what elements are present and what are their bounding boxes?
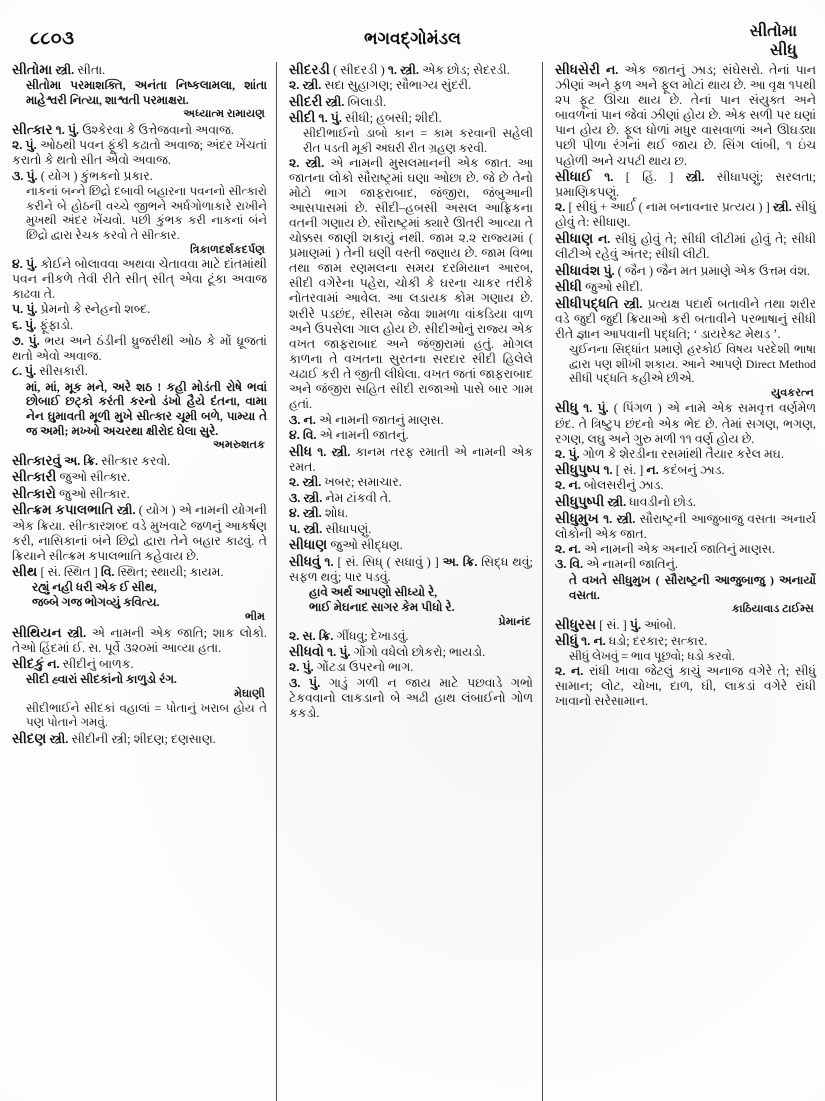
definition-text: ઉશ્કેરવા કે ઉત્તેજવાનો અવાજ. — [82, 122, 234, 137]
sense — [555, 447, 816, 462]
sense — [555, 557, 816, 572]
sense-number: ૧. — [603, 463, 613, 478]
sense-number: ૨. — [12, 137, 23, 152]
definition-text: ( પિંગળ ) એ નામે એક સમવૃત્ત વર્ણમેળ છંદ. તે ત્રિષ્ટુપ છંદનો એક ભેદ છે. તેમાં સગણ, ભગણ, રગણ, લઘુ અને ગુરુ મળી ૧૧ વર્ણ હોય છે. — [555, 401, 816, 446]
verse-quotation: હાવે અર્થ આપણો સીધ્યો રે, ભાઈ મેઘનાદ સાગર કેમ પીધો રે. — [309, 585, 455, 614]
sense — [555, 200, 816, 230]
sense — [289, 522, 533, 537]
headword: સીધું — [555, 633, 579, 649]
entry-body — [555, 633, 816, 649]
entry-body — [289, 537, 533, 553]
sense-number: ૨. — [555, 446, 566, 461]
citation-source: યુવકરત્ન — [771, 386, 814, 399]
sense — [12, 169, 267, 184]
book-title: ભગવદ્ગોમંડલ — [364, 29, 461, 48]
part-of-speech: અ. ક્રિ. — [442, 555, 478, 569]
definition-text: સીધાપણું; સરલતા; પ્રમાણિકપણું. — [555, 170, 816, 200]
part-of-speech: ન. — [571, 663, 584, 678]
sense — [555, 664, 816, 709]
dictionary-entry — [12, 731, 267, 747]
headword: સીધુરસ — [555, 616, 597, 632]
definition-text: એ નામની જાતિનું. — [586, 557, 678, 572]
headword: સીદી — [289, 110, 316, 126]
verse-quotation: રહ્યું નહી ધરી એક ઈ સીથ, જબ્બે ગજ ભોગવ્યું કવિત્ય. — [32, 580, 160, 610]
sense-number: ૧. — [317, 444, 327, 459]
headword-variant: ( સીદરડી ) — [333, 63, 385, 77]
sense — [555, 542, 816, 557]
part-of-speech: ન. — [47, 657, 60, 672]
definition-text: એ નામની જાતનું. — [319, 428, 409, 443]
definition-text: ગીંધવુ; દેખાડવું. — [336, 628, 409, 643]
definition-text: સીતા. — [77, 63, 106, 77]
part-of-speech: સ્ત્રી. — [302, 475, 322, 490]
definition-text: પ્રત્યક્ષ પદાર્થ બતાવીને તથા શરીર વડે જુદી જુદી ક્રિયાઓ કરી બતાવીને પરભાષાનું સીધી રીતે જ્ઞાન આપવાની પદ્ધતિ; ‘ ડાયરેક્ટ મેથડ ’. — [555, 296, 816, 342]
entry-body — [12, 731, 267, 747]
sense-number: ૫. — [289, 521, 301, 536]
headword: સીધાણ — [555, 231, 594, 247]
etymology: [ હિં. ] — [625, 170, 674, 185]
entry-body — [12, 502, 267, 563]
definition-text: ગોળ કે શેરડીના રસમાંથી તૈયાર કરેલ મઘ. — [582, 446, 784, 461]
guide-word-first: સીતોમા — [749, 23, 797, 40]
definition-text: ધડો; દરકાર; સત્કાર. — [608, 634, 708, 649]
citation-source: ભીમ — [244, 611, 265, 623]
column-left — [0, 62, 276, 1101]
definition-text: એક છોડ; સેદરડી. — [422, 63, 510, 77]
dictionary-entry — [555, 462, 816, 493]
dictionary-entry — [12, 486, 267, 502]
dictionary-entry — [555, 400, 816, 461]
sense-number: ૧. — [583, 401, 593, 416]
etymology: [ સીધું + આર્ઈ ( નામ બનાવનાર પ્રત્યય ) ] — [568, 200, 770, 215]
part-of-speech: સ્ત્રી. — [303, 521, 323, 536]
sense — [12, 138, 267, 168]
part-of-speech: સ્ત્રી. — [303, 490, 323, 505]
entry-body — [555, 511, 816, 542]
part-of-speech: સ્ત્રી. — [116, 503, 136, 518]
citation-source: મેઘાણી — [234, 687, 265, 700]
entry-body — [12, 486, 267, 502]
definition-text: સીધું હોવું તે; સીધી લીટીમાં હોવું તે; સીધી લીટીએ રહેવું અંતર; સીધી લીટી. — [555, 232, 816, 262]
entry-body — [12, 453, 267, 469]
part-of-speech: સ્ત્રી. — [623, 296, 643, 311]
sense — [12, 257, 267, 302]
sense — [289, 629, 533, 644]
column-right — [542, 62, 825, 1101]
part-of-speech: પું. — [302, 660, 314, 675]
etymology: [ સં. ] — [615, 463, 644, 478]
definition-text: સીત્કાર કરવો. — [101, 453, 171, 468]
headword: સીધી — [555, 279, 582, 295]
citation-source: અધ્યાત્મ રામાયણ — [183, 108, 265, 121]
headword: સીથ — [12, 564, 38, 580]
headword: સીથિયન — [12, 624, 62, 640]
definition-text: સૌરાષ્ટ્રની આજુબાજુ વસતા અનાર્ય લોકોની એક જાત. — [555, 511, 816, 541]
definition-text: ( જૈન ) જૈન મત પ્રમાણે એક ઉત્તમ વંશ. — [617, 263, 811, 278]
guide-word-last: સીધુ — [769, 42, 797, 59]
entry-body — [12, 122, 267, 138]
sense-number: ૨. — [555, 478, 566, 493]
entry-body — [555, 400, 816, 446]
part-of-speech: સ્ત્રી. — [67, 625, 87, 640]
part-of-speech: ન. — [593, 634, 606, 649]
dictionary-entry — [289, 554, 533, 644]
headword: સીત્કારી — [12, 469, 57, 485]
part-of-speech: સ્ત્રી. — [772, 200, 792, 215]
definition-text: જુઓ સીત્કાર. — [59, 470, 131, 485]
definition-text: ભય અને ઠંડીની ધ્રુજરીથી ઓઠ કે મોં ધ્રૂજતાં થતો એવો અવાજ. — [12, 333, 267, 363]
definition-text: કોઈને બોલાવવા અથવા ચેતાવવા માટે દાંતમાંથી પવન નીકળે તેવી રીતે સીત્ સીત્ એવા ટૂંકા અવાજ કાઢવા તે. — [12, 256, 267, 301]
dictionary-entry — [12, 564, 267, 624]
sense — [555, 478, 816, 493]
definition-text: ( યોગ ) કુંભકનો પ્રકાર. — [40, 168, 153, 183]
sense-number: ૨. — [555, 200, 566, 215]
part-of-speech: સ્ત્રી. — [55, 63, 75, 77]
headword: સીત્ક્રમ કપાલભાતિ — [12, 502, 114, 518]
part-of-speech: પું. — [26, 256, 38, 271]
sense-number: ૧. — [318, 111, 328, 126]
sense-number: ૩. — [289, 490, 301, 505]
headword: સીધુપુષ્પ — [555, 462, 601, 478]
entry-body — [12, 62, 267, 78]
headword: સીધુમુખ — [555, 510, 599, 526]
sense-number: ૨. — [555, 663, 566, 678]
definition-text: બોલસરીનું ઝાડ. — [583, 478, 664, 493]
entry-body — [289, 554, 533, 585]
definition-text: સદા સુહાગણ; સૌભાગ્ય સુંદરી. — [324, 78, 472, 93]
part-of-speech: પું. — [603, 263, 615, 278]
sense-number: ૨. — [289, 155, 300, 170]
part-of-speech: ન. — [568, 478, 581, 493]
entry-body — [289, 94, 533, 110]
sense — [289, 78, 533, 93]
sense — [12, 318, 267, 333]
definition-text: સીદીની સ્ત્રી; શીદણ; દણસાણ. — [71, 731, 216, 746]
usage-example: સીધું લેખવું = ભાવ પૂછવો; ધડો કરવો. — [569, 649, 735, 664]
part-of-speech: સ્ત્રી. — [400, 63, 419, 77]
part-of-speech: ન. — [568, 541, 581, 556]
quotation: તે વખતે સીધુમુખ ( સૌરાષ્ટ્રની આજુબાજુ ) અનાર્યો વસતા. — [569, 573, 816, 602]
usage-example: સીદીભાઈનો ડાબો કાન = કામ કરવાની સહેલી રીત પડતી મૂકી અઘરી રીત ગ્રહણ કરવી. — [303, 126, 533, 155]
entry-body — [555, 62, 816, 169]
part-of-speech: સ્ત્રી. — [49, 731, 69, 746]
entry-body — [12, 469, 267, 485]
guide-words — [750, 22, 797, 60]
definition-text: ખબર; સમાચાર. — [324, 475, 402, 490]
definition-text: સીધું હોવું તે: સીધાણ. — [555, 200, 816, 230]
definition-text: ગોંગો વધેલો છોકરો; ભાયડો. — [353, 645, 486, 660]
definition-text: ધાવડીનો છોડ. — [629, 495, 696, 510]
dictionary-entry — [555, 279, 816, 295]
headword: સીધુ — [555, 400, 579, 416]
sense-number: ૩. — [289, 412, 301, 427]
part-of-speech: અ. ક્રિ. — [64, 453, 99, 468]
sense-number: ૨. — [289, 78, 300, 93]
entry-body — [289, 62, 533, 78]
part-of-speech: સ્ત્રી. — [305, 155, 325, 170]
dictionary-entry — [12, 656, 267, 730]
definition-text: બિલાડી. — [347, 94, 387, 109]
sense-number: ૪. — [289, 428, 300, 443]
headword: સીધસેરી — [555, 62, 600, 77]
dictionary-entry — [289, 644, 533, 721]
usage-example: સીદીભાઈને સીદકાં વહાલાં = પોતાનું ખરાબ હોય તે પણ પોતાને ગમવું. — [26, 700, 267, 730]
definition-text: ફૂંફાડો. — [39, 317, 74, 332]
sense-number: ૩. — [555, 557, 567, 572]
sense-number: ૪. — [12, 256, 23, 271]
part-of-speech: ન. — [597, 232, 611, 247]
sense-number: ૨. — [555, 541, 566, 556]
citation-source: અમરુશતક — [213, 439, 265, 452]
column-container — [0, 62, 825, 1101]
usage-example: ચુઈનના સિદ્ધાંત પ્રમાણે હરકોઈ વિષય પરદેશી ભાષા દ્વારા પણ શીખી શકાય. આને આપણે Direct Method સીધી પદ્ધતિ કહીએ છીએ. — [569, 342, 816, 386]
headword: સીત્કારવું — [12, 452, 62, 468]
part-of-speech: પું. — [67, 122, 80, 137]
sense-number: ૧. — [581, 634, 591, 649]
dictionary-entry — [289, 444, 533, 537]
headword: સીતોમા — [12, 62, 53, 77]
definition-text: આંબો. — [644, 617, 677, 632]
part-of-speech: ન. — [303, 412, 316, 427]
definition-text: જુઓ સીત્કાર. — [59, 486, 130, 501]
definition-text: સીદીનું બાળક. — [62, 657, 134, 672]
headword: સીધાવંશ — [555, 262, 601, 278]
entry-body — [289, 444, 533, 475]
definition-text: શોધ. — [324, 506, 349, 521]
part-of-speech: પું. — [309, 676, 321, 691]
definition-text: એ નામની એક અનાર્ય જાતિનું માણસ. — [583, 541, 775, 556]
definition-text: એ નામની જાતનું માણસ. — [318, 412, 444, 427]
definition-text: ( યોગ ) એ નામની યોગની એક ક્રિયા. સીત્કારશબ્દ વડે મુખવાટે જળનું આકર્ષણ કરી, નાસિકાનાં બંને છિદ્રો દ્વારા તેને બહાર કાઢવું. તે ક્રિયાને સીત્ક્રમ કપાલભાતિ કહેવાય છે. — [12, 503, 267, 563]
sense-number: ૨. — [289, 628, 300, 643]
sense-number: ૪. — [289, 506, 300, 521]
sense — [289, 475, 533, 490]
entry-body — [12, 625, 267, 656]
etymology: [ સં. સ્થિત ] — [40, 565, 98, 580]
definition-text: કાનમ તરફ રમાતી એ નામની એક રમત. — [289, 444, 533, 474]
entry-body — [555, 296, 816, 342]
sense — [12, 334, 267, 364]
part-of-speech: પું. — [25, 364, 37, 379]
page-number: ૮૮૦૩ — [30, 28, 75, 48]
part-of-speech: પું. — [25, 137, 37, 152]
citation-source: પ્રેમાનંદ — [498, 615, 531, 628]
entry-body — [555, 263, 816, 279]
sense — [289, 491, 533, 506]
part-of-speech: સ્ત્રી. — [616, 511, 636, 526]
dictionary-entry — [555, 494, 816, 510]
dictionary-entry — [12, 502, 267, 563]
citation-source: કાઠિયાવાડ ટાઈમ્સ — [732, 603, 814, 616]
sense-number: ૫. — [12, 302, 24, 317]
entry-body — [555, 169, 816, 200]
headword: સીદકું — [12, 656, 45, 672]
dictionary-entry — [12, 625, 267, 656]
citation-source: ત્રિકાળદર્શકદર્પણ — [190, 243, 265, 256]
usage-example: નાકનાં બન્ને છિદ્રો દબાવી બહારના પવનનો સીત્કારો કરીને બે હોઠની વચ્ચે જીભને અર્ધગોળાકારે રાખીને મુખથી અંદર ખેંચવો. પછી કુંભક કરી નાકનાં બંને છિદ્રો દ્વારા રેચક કરવો તે સીત્કાર. — [26, 184, 267, 242]
entry-body — [289, 110, 533, 126]
quotation: માં, માં, મૂક મને, અરે શઠ ! કહી મોડંતી રોષે ભવાં છોબાઈ છટ્કો કરંતી કરનો ડંખો હૈયે દંતના, વામા નેન ઘુમાવતી મૂળી મુખે સીત્કાર ચૂમી બળે, પામ્યા તે જ અમી; મખ્ખો અચરથા ક્ષીરોદ ઘેલા સુરે. — [26, 379, 267, 438]
definition-text: એક જાતનું ઝાડ; સંઘેસરો. તેનાં પાન ઝીણાં અને ફળ અને ફૂલ મોટાં થાય છે. આ વૃક્ષ ૧૫થી ૨૫ ફૂટ ઊંચા થાય છે. તેનાં પાન સંયુક્ત અને બાવળનાં પાન જેવાં ઝીણાં હોય છે. એક સળી પર ઘણાં પાન હોય છે. ફૂલ ધોળાં મધુર વાસવાળાં અને ઊઘડ્યા પછી પીળા રંગનાં થઈ જાય છે. સિંગ લાંબી, ૧ ઇંચ પહોળી અને ચપટી થાય છ. — [555, 63, 816, 168]
sense-number: ૧. — [55, 122, 65, 137]
dictionary-entry — [12, 122, 267, 452]
part-of-speech: ન. — [646, 463, 659, 478]
sense-number: ૨. — [289, 660, 300, 675]
part-of-speech: પું. — [629, 617, 642, 632]
headword: સીધવો — [289, 644, 324, 660]
dictionary-entry — [12, 453, 267, 469]
column-middle — [276, 62, 542, 1101]
headword: સીધવું — [289, 554, 321, 569]
sense-number: ૧. — [603, 511, 613, 526]
dictionary-entry — [12, 469, 267, 485]
sense-number: ૩. — [12, 168, 24, 183]
entry-body — [555, 279, 816, 295]
headword: સીધાણ — [289, 537, 328, 553]
part-of-speech: સ્ત્રી. — [685, 170, 705, 185]
part-of-speech: ન. — [606, 63, 619, 77]
sense-number: ૨. — [289, 475, 300, 490]
headword: સીત્કાર — [12, 121, 53, 137]
definition-text: સિદ્ધ થવું; સફળ થવું; પાર પડવું. — [289, 555, 533, 585]
definition-text: ઓઠથી પવન ફૂંકી કઢાતો અવાજ; અંદર ખેંચતાં કરાતો કે થતો સીત એવો અવાજ. — [12, 137, 267, 167]
sense — [12, 302, 267, 317]
definition-text: રાંધી ખાવા જેટલું કાચું અનાજ વગેરે તે; સીધું સામાન; લોટ, ચોખા, દાળ, ઘી, લાકડાં વગેરે રાંધી ખાવાનો સરેસામાન. — [555, 663, 816, 709]
part-of-speech: પું. — [26, 302, 38, 317]
dictionary-entry — [289, 537, 533, 553]
sense-number: ૩. — [289, 676, 301, 691]
entry-body — [12, 656, 267, 672]
dictionary-entry — [555, 511, 816, 617]
headword: સીત્કારો — [12, 485, 56, 501]
part-of-speech: વિ. — [302, 428, 317, 443]
sense-number: ૧. — [327, 645, 337, 660]
part-of-speech: પું. — [597, 401, 609, 416]
part-of-speech: સ્ત્રી. — [325, 94, 345, 109]
dictionary-entry — [555, 231, 816, 262]
part-of-speech: સ્ત્રી. — [302, 506, 322, 521]
dictionary-entry — [555, 633, 816, 709]
part-of-speech: પું. — [26, 168, 38, 183]
sense-number: ૧. — [387, 63, 397, 77]
sense — [289, 660, 533, 675]
headword: સીધાઈ — [555, 169, 592, 185]
etymology: [ સં. સિધ્ ( સધાવું ) ] — [337, 555, 439, 569]
sense — [289, 506, 533, 521]
quotation: સીદી હ્વારાં સીદકાંનો કાળુડો રંગ. — [26, 672, 177, 687]
entry-body — [555, 494, 816, 510]
definition-text: જુઓ સીદી. — [585, 280, 643, 295]
entry-body — [12, 564, 267, 580]
definition-text: એ નામની મુસલમાનની એક જાત. આ જાતના લોકો સૌરાષ્ટ્રમાં ઘણા ઓછા છે. જે છે તેનો મોટો ભાગ જાફરાબાદ, જંજીરા, જંબુઆની આસપાસમાં છે. સીદી–હબસી અસલ આફ્રિકના વતની ગણાય છે. સૌરાષ્ટ્રમાં ક્યારે ઊતરી આવ્યા તે ચોક્કસ જાણી શકાયું નથી. જામ ૨.૨ રાજ્યમાં ( પ્રમાણમાં ) તેની ઘણી વસ્તી જણાય છે. જામ વિભા તથા જામ રણમલના સમય દરમિયાન આરબ, સીદી વગેરેના પહેરા, ચોકી કે ઘરના ચાકર તરીકે નોતરવામાં આવેલ. આ લડાયક કોમ ગણાય છે. શરીરે પડછંદ, સીસમ જેવા શામળા વાંકડિયા વાળ અને ઉપસેલા ગાલ હોય છે. સીદીઓનું રાજ્ય એક વખત જાફરાબાદ અને જંજીરામાં હતું. મોગલ કાળના તે વખતના સુરતના સરદાર સીદી હિલેલે ચઢાઈ કરી તે જીતી લીધેલા. વખત જતાં જાફરાબાદ અને જંજીરા સહિત સીદી રાજાઓ પાસે બાર ગામ હતાં. — [289, 155, 533, 412]
headword: સીદરડી — [289, 62, 330, 77]
definition-text: એ નામની એક જાતિ; શાક લોકો. તેઓ હિંદમાં ઈ. સ. પૂર્વે ૩૨૦માં આવ્યા હતા. — [12, 625, 267, 655]
part-of-speech: વિ. — [569, 557, 584, 572]
sense — [289, 676, 533, 721]
part-of-speech: પું. — [339, 645, 351, 660]
dictionary-entry — [555, 62, 816, 169]
definition-text: ગાડું ગળી ન જાય માટે પછવાડે ગભો ટેકવવાનો લાકડાનો બે અઢી હાથ લંબાઈનો ગોળ કકડો. — [289, 676, 533, 721]
part-of-speech: સ્ત્રી. — [302, 78, 322, 93]
dictionary-entry — [289, 110, 533, 443]
dictionary-entry — [555, 296, 816, 400]
part-of-speech: વિ. — [100, 565, 115, 580]
sense-number: ૬. — [12, 317, 23, 332]
part-of-speech: પું. — [28, 333, 40, 348]
headword: સીદણ — [12, 730, 47, 746]
entry-body — [555, 617, 816, 633]
sense — [289, 156, 533, 413]
headword: સીધુપુષ્પી — [555, 494, 605, 510]
entry-body — [555, 462, 816, 478]
dictionary-entry — [12, 62, 267, 121]
definition-text: નેમ ટાંકવી તે. — [325, 490, 392, 505]
dictionary-entry — [289, 94, 533, 110]
sense-number: ૭. — [12, 333, 24, 348]
dictionary-entry — [555, 263, 816, 279]
headword: સીધીપદ્ધતિ — [555, 295, 619, 311]
dictionary-entry — [555, 617, 816, 633]
part-of-speech: પું. — [568, 446, 580, 461]
definition-text: સીધી; હબસી; શીદી. — [345, 111, 442, 126]
dictionary-entry — [289, 62, 533, 93]
definition-text: સીસકારી. — [39, 364, 88, 379]
sense-number: ૮. — [12, 364, 22, 379]
part-of-speech: સ. ક્રિ. — [302, 628, 334, 643]
part-of-speech: પું. — [25, 317, 37, 332]
definition-text: ગોંટડા ઉપરનો ભાગ. — [316, 660, 414, 675]
sense — [289, 428, 533, 443]
headword: સીધ — [289, 443, 313, 459]
running-head — [0, 0, 825, 62]
definition-text: કદંબનું ઝાડ. — [661, 463, 725, 478]
entry-body — [555, 231, 816, 262]
headword: સીદરી — [289, 93, 323, 109]
part-of-speech: સ્ત્રી. — [331, 444, 351, 459]
definition-text: પ્રેમનો કે સ્નેહનો શબ્દ. — [40, 302, 151, 317]
dictionary-entry — [555, 169, 816, 230]
sense-number: ૧. — [604, 170, 614, 185]
sense — [289, 413, 533, 428]
sense — [12, 364, 267, 379]
etymology: [ સં. ] — [599, 617, 627, 632]
sense-number: ૧. — [324, 555, 334, 569]
definition-text: જુઓ સીદ્ધણ. — [330, 538, 403, 553]
quotation: સીતોમા પરમાશક્તિ, અનંતા નિષ્કલામલા, શાંતા માહેશ્વરી નિત્યા, શાશ્વતી પરમાક્ષરા. — [26, 78, 267, 107]
definition-text: સીધાપણું. — [325, 521, 372, 536]
part-of-speech: પું. — [330, 111, 342, 126]
definition-text: સ્થિત; સ્થાયી; કાયમ. — [117, 565, 224, 580]
part-of-speech: સ્ત્રી. — [607, 495, 627, 510]
entry-body — [289, 644, 533, 660]
